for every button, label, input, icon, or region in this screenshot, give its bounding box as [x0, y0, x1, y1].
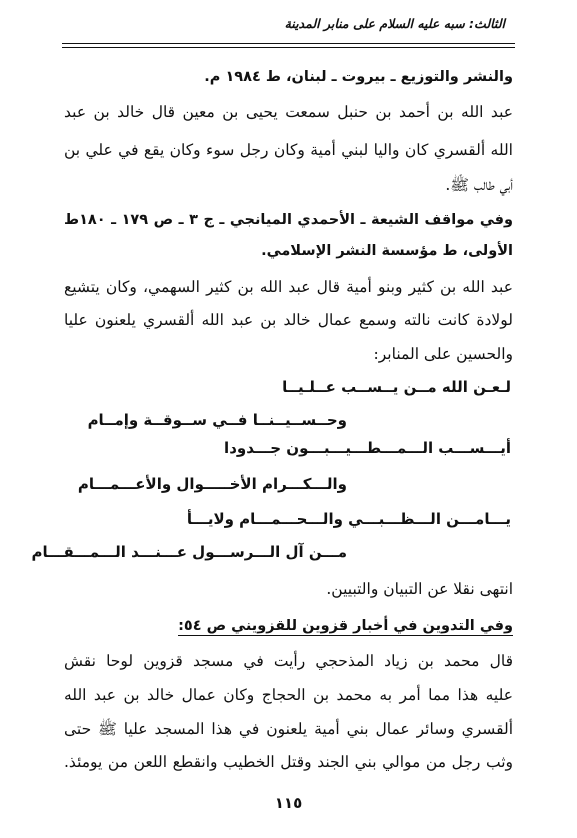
header-rule-thick: [62, 43, 515, 44]
body-line: وثب رجل من موالي بني الجند وقتل الخطيب وانقطع اللعن من يومئذ.: [64, 753, 513, 771]
header-rule-thin: [62, 47, 515, 48]
verse-hemistich-right: لـعـن الله مــن يــســب عــلـيــا: [282, 378, 511, 396]
verse-hemistich-left: وحــســيــنــا فــي ســوقــة وإمــام: [87, 411, 347, 429]
verse-hemistich-right: أيـــســـب الـــمـــطـــيـــبـــون جـــدودا: [224, 439, 511, 457]
page-number: ١١٥: [274, 794, 303, 812]
body-line: عليه هذا مما أمر به محمد بن الحجاج وكان عمال خالد بن عبد الله: [64, 686, 513, 704]
section-subheading: [64, 615, 513, 639]
body-line: قال محمد بن زياد المذحجي رأيت في مسجد قزوين لوحا نقش: [64, 652, 513, 670]
body-line: والحسين على المنابر:: [373, 345, 513, 363]
body-line: ألقسري وسائر عمال بني أمية يلعنون في هذا المسجد عليا ﷺ حتى: [64, 720, 513, 738]
body-line: عبد الله بن أحمد بن حنبل سمعت يحيى بن معين قال خالد بن عبد: [64, 103, 513, 121]
publisher-line: والنشر والتوزيع ـ بيروت ـ لبنان، ط ١٩٨٤ م.: [204, 69, 513, 85]
running-header: الثالث: سبه عليه السلام على منابر المدينة: [284, 16, 505, 31]
source-line: وفي مواقف الشيعة ـ الأحمدي الميانجي ـ ج ٣ ـ ص ١٧٩ ـ ١٨٠ط: [64, 212, 513, 228]
verse-hemistich-left: مـــن آل الـــرســـول عـــنـــد الـــمـــقـــام: [31, 543, 347, 561]
source-line: الأولى، ط مؤسسة النشر الإسلامي.: [261, 243, 513, 259]
verse-hemistich-left: والـــكـــرام الأخـــــوال والأعـــمـــام: [77, 475, 347, 493]
body-line: عبد الله بن كثير وبنو أمية قال عبد الله بن كثير السهمي، وكان يتشيع: [64, 278, 513, 296]
body-line: الله ألقسري كان واليا لبني أمية وكان رجل سوء وكان يقع في علي بن: [64, 141, 513, 159]
subheading-text: وفي التدوين في أخبار قزوين للقزويني ص ٥٤:: [178, 618, 513, 634]
body-line: لولادة كانت نالته وسمع عمال خالد بن عبد الله ألقسري يلعنون عليا: [64, 311, 513, 329]
verse-hemistich-right: يـــامـــن الـــظـــبـــي والـــحـــمـــام ولايـــأ: [186, 510, 511, 528]
body-line: انتهى نقلا عن التبيان والتبيين.: [326, 580, 513, 598]
body-line: أبي طالب ﷺ.: [445, 176, 513, 194]
